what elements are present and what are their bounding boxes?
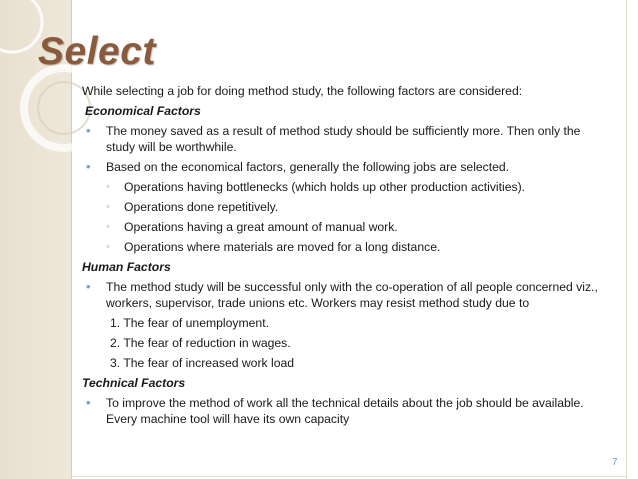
bullet-icon: • (86, 159, 91, 174)
hollow-bullet-icon: ◦ (106, 221, 110, 233)
bullet-text: The money saved as a result of method study should be sufficiently more. Then only the study will be worthwhile. (106, 124, 581, 154)
hollow-bullet-icon: ◦ (106, 201, 110, 213)
bullet-icon: • (86, 395, 91, 410)
hollow-bullet-icon: ◦ (106, 241, 110, 253)
bullet-item (82, 159, 602, 175)
sub-bullet-item (82, 219, 602, 235)
hollow-bullet-icon: ◦ (106, 181, 110, 193)
page-number: 7 (612, 457, 618, 468)
slide-title: Select (38, 30, 156, 73)
numbered-item: 3. The fear of increased work load (110, 356, 295, 370)
bullet-icon: • (86, 279, 91, 294)
sub-bullet-text: Operations having a great amount of manual work. (124, 220, 398, 234)
bullet-icon: • (86, 123, 91, 138)
bullet-item (82, 395, 602, 427)
section-heading-technical: Technical Factors (82, 376, 186, 390)
numbered-item: 2. The fear of reduction in wages. (110, 336, 291, 350)
intro-text: While selecting a job for doing method study, the following factors are considered: (82, 84, 523, 98)
section-heading-human: Human Factors (82, 260, 171, 274)
slide-content (82, 83, 602, 431)
bullet-item (82, 123, 602, 155)
bullet-text: To improve the method of work all the technical details about the job should be available. Every machine tool will have its own capacity (106, 396, 584, 426)
sub-bullet-item (82, 179, 602, 195)
sub-bullet-item (82, 239, 602, 255)
bullet-text: Based on the economical factors, generally the following jobs are selected. (106, 160, 510, 174)
sub-bullet-text: Operations having bottlenecks (which holds up other production activities). (124, 180, 526, 194)
section-heading-economical: Economical Factors (85, 104, 201, 118)
sub-bullet-text: Operations done repetitively. (124, 200, 279, 214)
sub-bullet-text: Operations where materials are moved for a long distance. (124, 240, 441, 254)
bullet-item (82, 279, 602, 311)
bottom-border-line (71, 476, 627, 477)
sub-bullet-item (82, 199, 602, 215)
right-border-line (626, 0, 627, 479)
numbered-item: 1. The fear of unemployment. (110, 316, 269, 330)
bullet-text: The method study will be successful only with the co-operation of all people concerned viz., workers, supervisor, trade unions etc. Workers may resist method study due to (106, 280, 598, 310)
